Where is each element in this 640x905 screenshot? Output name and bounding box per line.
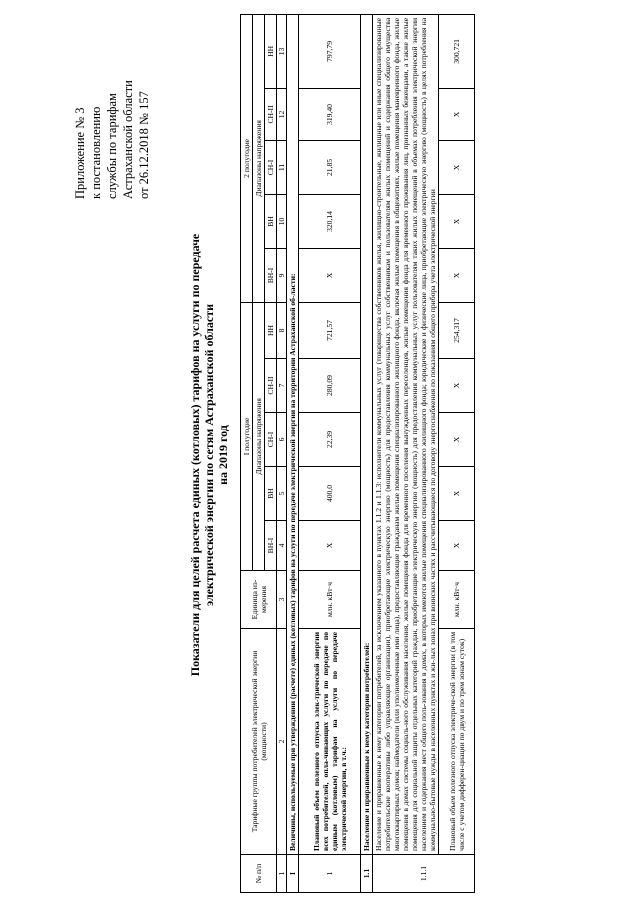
header-vn: ВН — [265, 194, 277, 248]
cell-value: 797,79 — [299, 14, 361, 88]
header-sn1: СН-I — [265, 140, 277, 194]
cell-value: X — [439, 88, 475, 140]
cell-value: X — [299, 248, 361, 302]
column-number: 4 — [277, 521, 287, 571]
cell-value: 21,85 — [299, 140, 361, 194]
column-number: 7 — [277, 359, 287, 413]
row-text: Плановый объем полезного отпуска электриче-ской энергии (в том числе с учетом дифферен-циации по двум и по трем зонам суток) — [439, 629, 475, 855]
appendix-line: от 26.12.2018 № 157 — [137, 91, 151, 199]
header-half1: I полугодие — [241, 302, 253, 570]
column-number: 12 — [277, 88, 287, 140]
row-unit: млн. кВт·ч — [299, 571, 361, 629]
cell-value: X — [439, 248, 475, 302]
column-number: 1 — [277, 855, 287, 893]
table-row — [373, 14, 439, 892]
table-row — [287, 14, 299, 892]
title-line: на 2019 год — [216, 425, 230, 485]
row-num: 1.1 — [361, 855, 373, 893]
column-number: 3 — [277, 571, 287, 629]
column-number: 9 — [277, 248, 287, 302]
cell-value: 22,39 — [299, 413, 361, 467]
cell-value: X — [439, 467, 475, 521]
tariff-table — [240, 14, 475, 893]
header-sn2: СН-II — [265, 88, 277, 140]
cell-value: 280,09 — [299, 359, 361, 413]
cell-value: 400,0 — [299, 467, 361, 521]
table-row — [299, 14, 361, 892]
cell-value: X — [439, 359, 475, 413]
cell-value: 300,721 — [439, 14, 475, 88]
appendix-block — [72, 0, 152, 199]
cell-value: X — [439, 194, 475, 248]
table-row — [361, 14, 373, 892]
row-text: Плановый объем полезного отпуска элек-трической энергии всех потребителей, опла-чивающих услуги по передаче по единым (котловым) тарифам на услуги по передаче электрической энергии, в т.ч.: — [299, 629, 361, 855]
appendix-line: Астраханской области — [121, 80, 135, 199]
header-group: Тарифные группы потребителей электрической энергии (мощности) — [241, 629, 277, 855]
cell-value: X — [299, 521, 361, 571]
table-row — [439, 14, 475, 892]
document-title — [188, 105, 230, 805]
cell-value: 254,317 — [439, 302, 475, 358]
header-num: № п/п — [241, 855, 277, 893]
header-nn: НН — [265, 14, 277, 88]
cell-value: 721,57 — [299, 302, 361, 358]
column-number: 8 — [277, 302, 287, 358]
column-number-row — [277, 14, 287, 892]
header-sn1: СН-I — [265, 413, 277, 467]
row-num: 1 — [299, 855, 361, 893]
row-num: I — [287, 855, 299, 893]
column-number: 6 — [277, 413, 287, 467]
cell-value: X — [439, 521, 475, 571]
header-half2: 2 полугодие — [241, 14, 253, 302]
cell-value: 320,14 — [299, 194, 361, 248]
column-number: 5 — [277, 467, 287, 521]
appendix-line: службы по тарифам — [105, 93, 119, 199]
title-line: электрической энергии по сетям Астраханской области — [202, 303, 216, 607]
row-num: 1.1.1 — [373, 855, 475, 893]
cell-value: X — [439, 413, 475, 467]
appendix-line: к постановлению — [89, 106, 103, 199]
row-unit: млн. кВт·ч — [439, 571, 475, 629]
column-number: 2 — [277, 629, 287, 855]
header-sn2: СН-II — [265, 359, 277, 413]
row-text: Население и приравненные к нему категории потребителей, за исключением указанного в пунктах 1.1.2 и 1.1.3: исполнители коммунальных услуг (товарищества собственников жилья, жилищно-строительные, жилищные или иные специализированные потребительские кооперативы либо управляющие организации), приобретающие электрическую энергию (мощность) для предоставления коммунальных услуг собственникам и пользователям жилых помещений и содержания общего имущества многоквартирных домов; наймодатели (или уполномоченные ими лица), предоставляющие гражданам жилые помещения специализированного жилищного фонда, включая жилые помещения в общежитиях, жилые помещения маневренного фонда, жилые помещения в домах системы социаль-ного обслуживания населения, жилые помещения фонда для временного поселения вынужденных переселенцев, жилые помещения фонда для временного проживания лиц, признанных беженцами, а также жилые помещения для социальной защиты отдельных категорий граждан, приобретающие электрическую энергию (мощность) для предоставления коммунальных услуг пользователям таких жилых помещений в объемах потребления электрической энергии населением и содержания мест общего поль-зования в домах, в которых имеются жилые помещения специализированного жилищного фонда; юридические и физические лица, приобретающие электрическую энергию (мощность) в целях потребления на коммунально-бытовые нужды в населенных пунктах и жи-лых зонах при воинских частях и рассчитывающиеся по договору энергоснабжения по показаниям общего прибора учета электрической энергии — [373, 14, 439, 854]
header-unit: Единица из-мерения — [241, 571, 277, 629]
column-number: 13 — [277, 14, 287, 88]
header-vn1: ВН-I — [265, 248, 277, 302]
header-ranges: Диапазоны напряжения — [253, 14, 265, 302]
header-ranges: Диапазоны напряжения — [253, 302, 265, 570]
section-text: Величины, используемые при утверждении (расчете) единых (котловых) тарифов на услуги по передаче электрической энергии на территории Астраханской об-ласти: — [287, 14, 299, 854]
cell-value: 319,40 — [299, 88, 361, 140]
row-text: Население и приравненные к нему категории потребителей: — [361, 14, 373, 854]
title-line: Показатели для целей расчета единых (котловых) тарифов на услуги по передаче — [188, 233, 202, 677]
cell-value: X — [439, 140, 475, 194]
header-nn: НН — [265, 302, 277, 358]
column-number: 11 — [277, 140, 287, 194]
header-vn1: ВН-I — [265, 521, 277, 571]
column-number: 10 — [277, 194, 287, 248]
appendix-line: Приложение № 3 — [73, 107, 87, 199]
header-vn: ВН — [265, 467, 277, 521]
